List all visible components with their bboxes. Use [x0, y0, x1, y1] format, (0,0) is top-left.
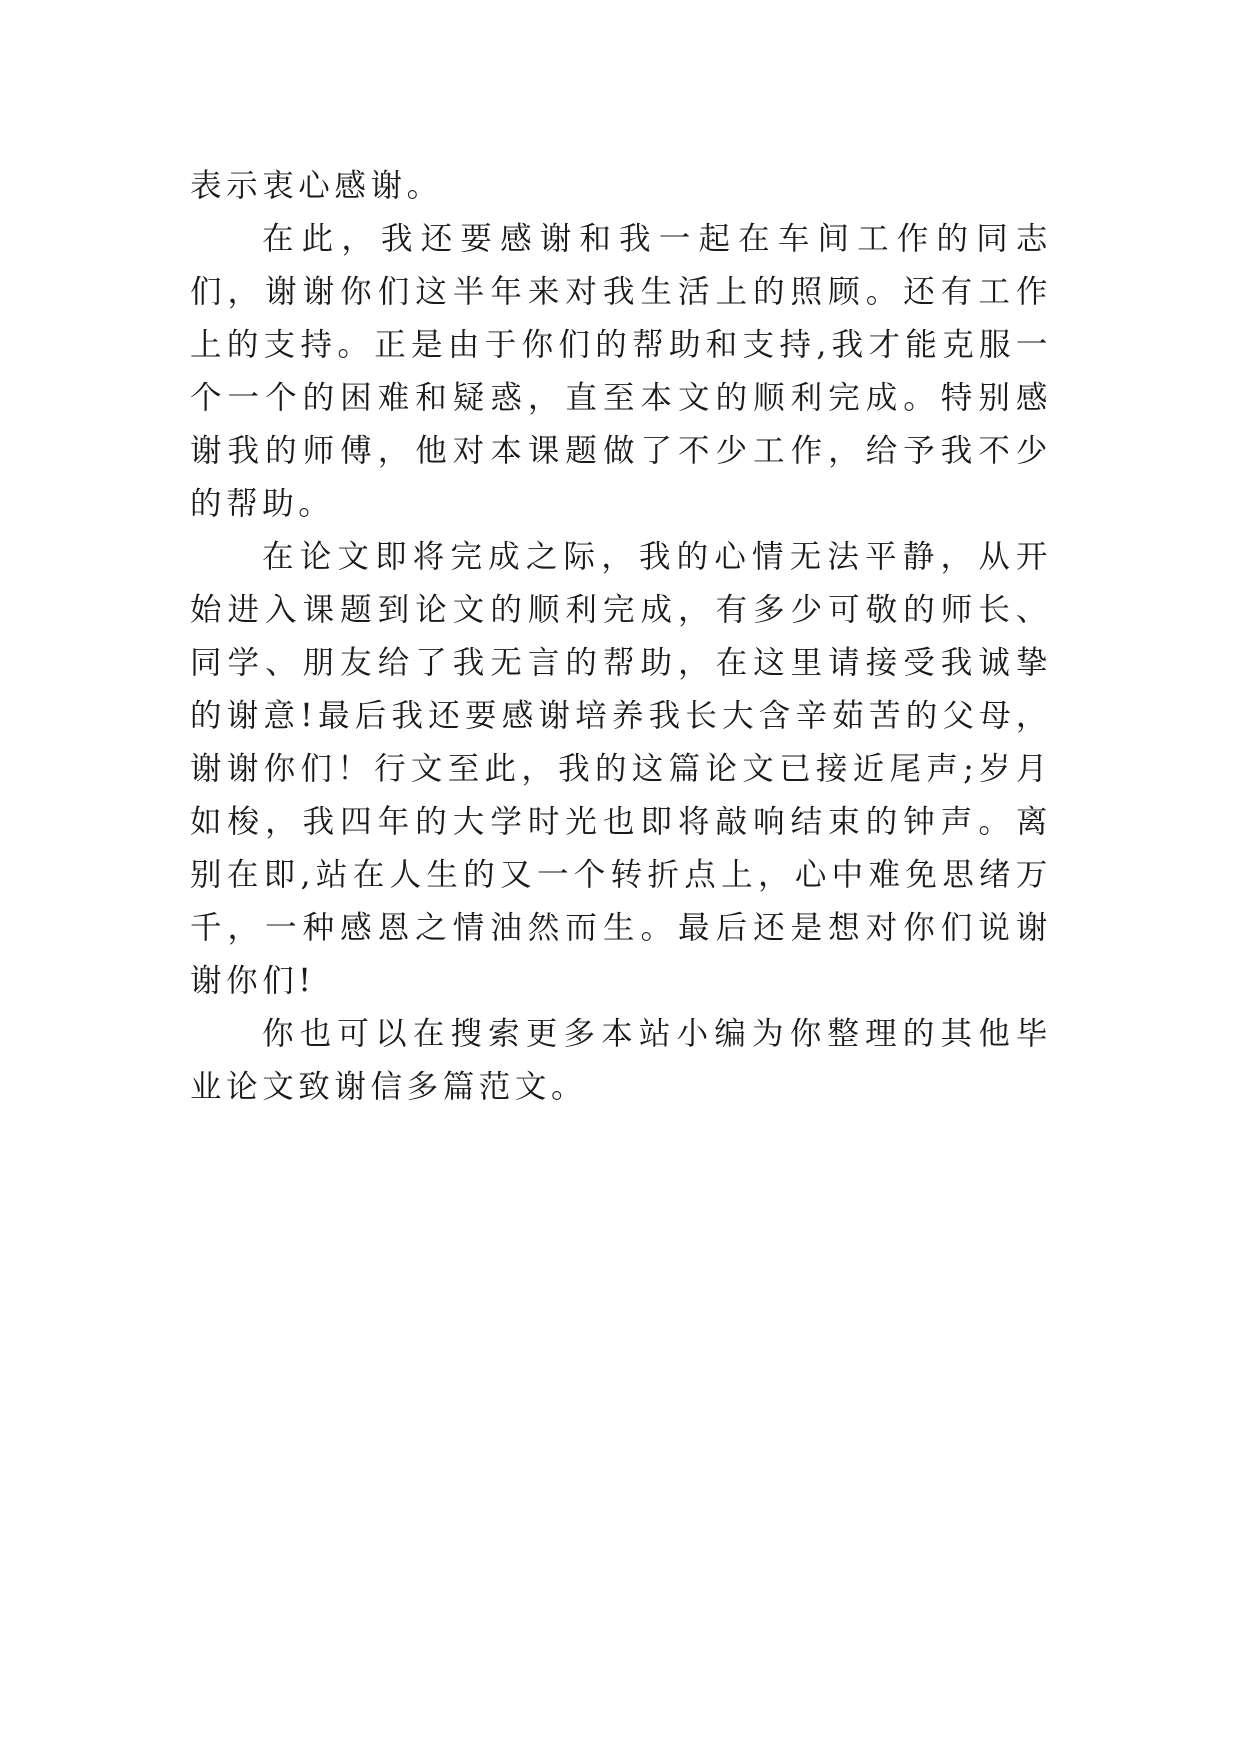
document-body — [190, 160, 1052, 1114]
paragraph-2: 在此，我还要感谢和我一起在车间工作的同志们，谢谢你们这半年来对我生活上的照顾。还有工作上的支持。正是由于你们的帮助和支持,我才能克服一个一个的困难和疑惑，直至本文的顺利完成。特别感谢我的师傅，他对本课题做了不少工作，给予我不少的帮助。 — [190, 221, 1052, 522]
paragraph-1: 表示衷心感谢。 — [190, 168, 443, 204]
paragraph-3: 在论文即将完成之际，我的心情无法平静，从开始进入课题到论文的顺利完成，有多少可敬的师长、同学、朋友给了我无言的帮助，在这里请接受我诚挚的谢意!最后我还要感谢培养我长大含辛茹苦的父母，谢谢你们！行文至此，我的这篇论文已接近尾声;岁月如梭，我四年的大学时光也即将敲响结束的钟声。离别在即,站在人生的又一个转折点上，心中难免思绪万千，一种感恩之情油然而生。最后还是想对你们说谢谢你们! — [190, 539, 1052, 999]
paragraph-4: 你也可以在搜索更多本站小编为你整理的其他毕业论文致谢信多篇范文。 — [190, 1016, 1052, 1105]
